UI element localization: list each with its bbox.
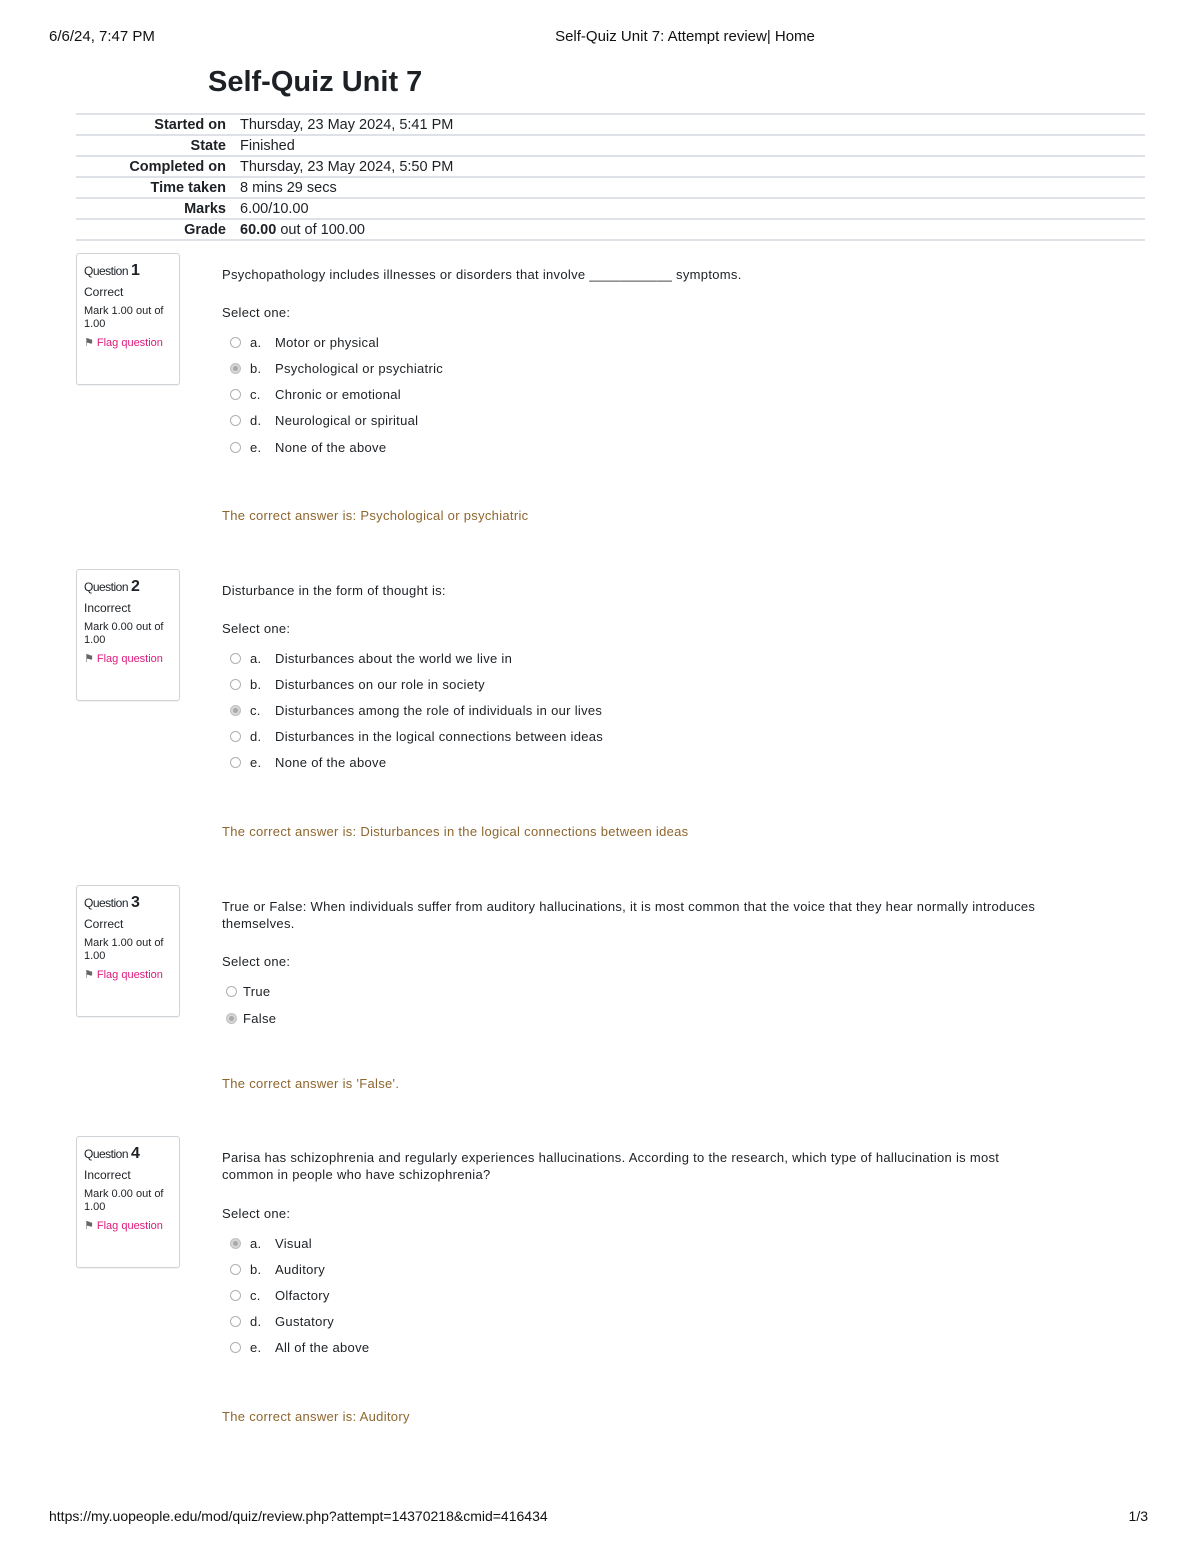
summary-value: 8 mins 29 secs [240,179,337,196]
answer-option[interactable]: a. Motor or physical [230,333,379,351]
question-number: Question 1 [84,262,140,279]
radio-button[interactable] [230,1290,241,1301]
radio-button[interactable] [230,653,241,664]
radio-button[interactable] [226,1013,237,1024]
page-title: Self-Quiz Unit 7 [208,66,423,98]
summary-row-time-taken [76,177,1145,198]
grade-value: 60.00 [240,221,277,238]
print-date: 6/6/24, 7:47 PM [49,28,155,45]
question-number: Question 3 [84,894,140,911]
flag-question-link[interactable]: ⚑ Flag question [84,1220,163,1232]
flag-icon: ⚑ [84,337,94,349]
flag-question-link[interactable]: ⚑ Flag question [84,337,163,349]
radio-button[interactable] [230,705,241,716]
select-one-prompt: Select one: [222,1206,291,1221]
question-number: Question 2 [84,578,140,595]
answer-option[interactable]: d. Disturbances in the logical connections between ideas [230,727,603,745]
select-one-prompt: Select one: [222,954,291,969]
flag-icon: ⚑ [84,653,94,665]
question-info [76,253,180,385]
radio-button[interactable] [230,1238,241,1249]
summary-label: Marks [184,200,226,217]
radio-button[interactable] [230,363,241,374]
answer-option[interactable]: b. Psychological or psychiatric [230,359,443,377]
answer-option[interactable]: c. Disturbances among the role of individuals in our lives [230,701,602,719]
summary-row-completed [76,156,1145,177]
summary-label: Grade [184,221,226,238]
select-one-prompt: Select one: [222,305,291,320]
answer-option[interactable]: b. Disturbances on our role in society [230,675,485,693]
answer-option[interactable]: e. None of the above [230,438,386,456]
question-info [76,569,180,701]
question-state: Correct [84,917,124,931]
question-info [76,1136,180,1268]
flag-question-link[interactable]: ⚑ Flag question [84,653,163,665]
attempt-summary-table [76,113,1145,241]
grade-out-of: out of 100.00 [276,221,365,238]
question-state: Incorrect [84,1168,131,1182]
flag-icon: ⚑ [84,1220,94,1232]
summary-value: Finished [240,137,295,154]
correct-answer-feedback: The correct answer is: Disturbances in the logical connections between ideas [222,824,689,839]
summary-label: Started on [154,116,226,133]
correct-answer-feedback: The correct answer is 'False'. [222,1076,400,1091]
question-grade: Mark 1.00 out of 1.00 [84,305,164,330]
summary-row-marks [76,198,1145,219]
summary-value: Thursday, 23 May 2024, 5:41 PM [240,116,454,133]
question-state: Incorrect [84,601,131,615]
radio-button[interactable] [226,986,237,997]
select-one-prompt: Select one: [222,621,291,636]
radio-button[interactable] [230,731,241,742]
radio-button[interactable] [230,389,241,400]
summary-value: Thursday, 23 May 2024, 5:50 PM [240,158,454,175]
question-grade: Mark 0.00 out of 1.00 [84,1188,164,1213]
question-grade: Mark 1.00 out of 1.00 [84,937,164,962]
summary-label: Completed on [129,158,226,175]
summary-value: 6.00/10.00 [240,200,309,217]
question-grade: Mark 0.00 out of 1.00 [84,621,164,646]
radio-button[interactable] [230,1316,241,1327]
flag-question-link[interactable]: ⚑ Flag question [84,969,163,981]
question-number: Question 4 [84,1145,140,1162]
summary-row-state [76,135,1145,156]
summary-label: State [190,137,226,154]
question-text: Disturbance in the form of thought is: [222,583,446,598]
radio-button[interactable] [230,757,241,768]
radio-button[interactable] [230,679,241,690]
answer-option[interactable]: d. Gustatory [230,1312,334,1330]
correct-answer-feedback: The correct answer is: Auditory [222,1409,410,1424]
radio-button[interactable] [230,1342,241,1353]
answer-option[interactable]: c. Olfactory [230,1286,330,1304]
summary-row-grade [76,219,1145,240]
answer-option[interactable]: e. All of the above [230,1338,369,1356]
print-doc-title: Self-Quiz Unit 7: Attempt review| Home [555,28,815,45]
answer-option[interactable]: a. Disturbances about the world we live in [230,649,512,667]
radio-button[interactable] [230,415,241,426]
summary-row-started [76,114,1145,135]
radio-button[interactable] [230,1264,241,1275]
answer-option-true[interactable]: True [226,982,270,1000]
answer-option[interactable]: e. None of the above [230,753,386,771]
question-text: Parisa has schizophrenia and regularly experiences hallucinations. According to the research, which type of hallucination is most common in people who have schizophrenia? [222,1150,1000,1182]
print-page-number: 1/3 [1128,1508,1148,1524]
answer-option[interactable]: a. Visual [230,1234,312,1252]
question-text: Psychopathology includes illnesses or disorders that involve ___________ symptoms. [222,267,742,282]
print-url: https://my.uopeople.edu/mod/quiz/review.php?attempt=14370218&cmid=416434 [49,1508,548,1524]
question-text: True or False: When individuals suffer from auditory hallucinations, it is most common that the voice that they hear normally introduces themselves. [222,899,1036,931]
answer-option[interactable]: d. Neurological or spiritual [230,411,418,429]
answer-option[interactable]: c. Chronic or emotional [230,385,401,403]
correct-answer-feedback: The correct answer is: Psychological or psychiatric [222,508,529,523]
summary-label: Time taken [150,179,226,196]
radio-button[interactable] [230,442,241,453]
summary-value [240,219,1145,240]
answer-option-false[interactable]: False [226,1009,276,1027]
question-state: Correct [84,285,124,299]
print-header [0,28,1200,48]
flag-icon: ⚑ [84,969,94,981]
question-info [76,885,180,1017]
answer-option[interactable]: b. Auditory [230,1260,325,1278]
radio-button[interactable] [230,337,241,348]
